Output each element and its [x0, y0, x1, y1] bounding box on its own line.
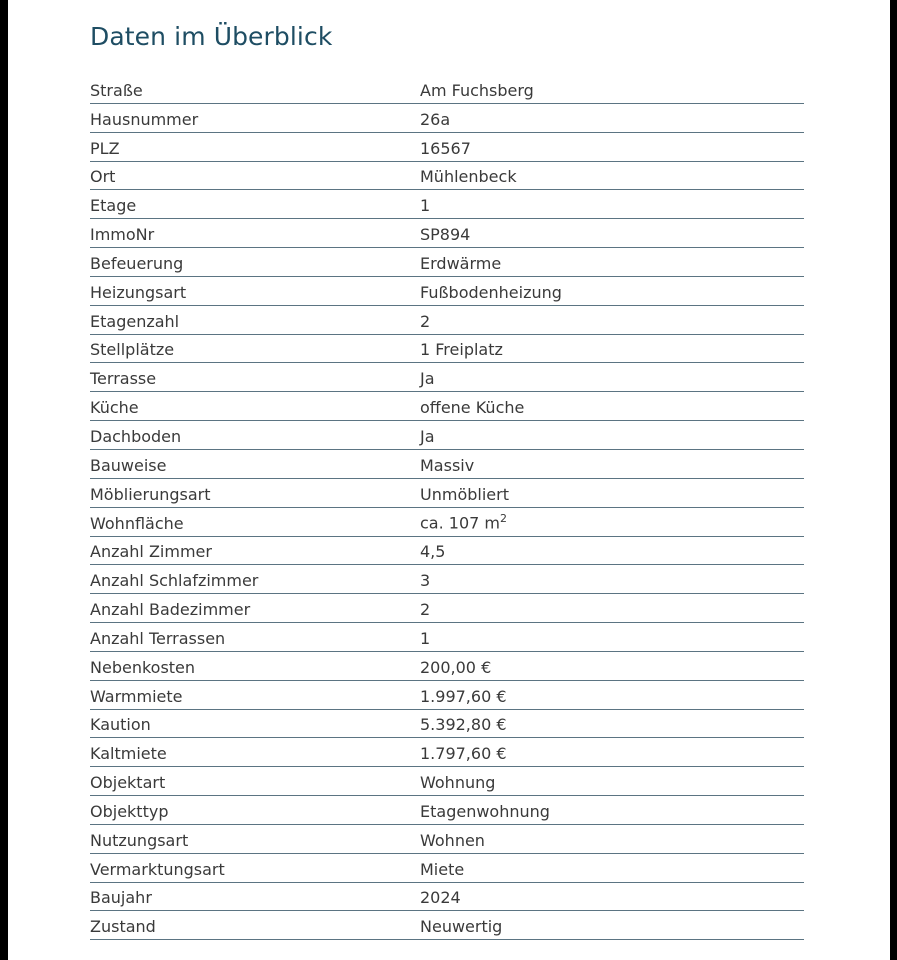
- row-value-text: Wohnung: [420, 773, 496, 793]
- table-row: [90, 883, 804, 912]
- row-value: [420, 802, 550, 821]
- table-row: [90, 738, 804, 767]
- table-row: [90, 796, 804, 825]
- row-value: [420, 888, 461, 907]
- row-value-text: Massiv: [420, 455, 475, 475]
- row-value: [420, 456, 474, 475]
- row-value-text: 5.392,80 €: [420, 715, 507, 735]
- row-value-text: 4,5: [420, 542, 446, 562]
- row-value-text: 2: [420, 600, 431, 620]
- table-row: [90, 363, 804, 392]
- row-label: Anzahl Schlafzimmer: [90, 571, 259, 591]
- row-label: Anzahl Badezimmer: [90, 600, 251, 620]
- row-label: Warmmiete: [90, 686, 183, 706]
- row-value: [420, 196, 430, 215]
- row-value: [420, 369, 435, 388]
- table-row: [90, 710, 804, 739]
- row-value: [420, 773, 495, 792]
- row-label: ImmoNr: [90, 225, 155, 245]
- row-value-text: SP894: [420, 225, 471, 245]
- table-row: [90, 854, 804, 883]
- row-label: Etage: [90, 196, 137, 216]
- row-value-text: Mühlenbeck: [420, 167, 517, 187]
- table-row: [90, 248, 804, 277]
- row-value-text: 3: [420, 571, 431, 591]
- row-label: Dachboden: [90, 426, 182, 446]
- row-value: [420, 312, 430, 331]
- page-content: [8, 0, 890, 960]
- row-value: [420, 571, 430, 590]
- row-label: Zustand: [90, 917, 156, 937]
- row-value: [420, 512, 507, 532]
- row-label: PLZ: [90, 138, 120, 158]
- table-row: [90, 335, 804, 364]
- row-value: [420, 917, 502, 936]
- table-row: [90, 911, 804, 940]
- row-label: Stellplätze: [90, 340, 175, 360]
- row-value: [420, 831, 485, 850]
- table-row: [90, 219, 804, 248]
- row-value-text: 2: [420, 311, 431, 331]
- row-label: Möblierungsart: [90, 484, 211, 504]
- table-row: [90, 825, 804, 854]
- row-label: Terrasse: [90, 369, 157, 389]
- table-row: [90, 537, 804, 566]
- row-label: Kaltmiete: [90, 744, 167, 764]
- table-row: [90, 450, 804, 479]
- row-label: Straße: [90, 80, 143, 100]
- row-value-text: ca. 107 m: [420, 513, 500, 533]
- row-value-text: 1 Freiplatz: [420, 340, 503, 360]
- row-label: Anzahl Terrassen: [90, 628, 226, 648]
- row-value-text: Etagenwohnung: [420, 801, 550, 821]
- row-label: Objektart: [90, 773, 166, 793]
- table-row: [90, 681, 804, 710]
- row-value-text: Ja: [420, 369, 435, 389]
- table-row: [90, 652, 804, 681]
- table-row: [90, 623, 804, 652]
- row-value-text: 26a: [420, 109, 451, 129]
- row-label: Baujahr: [90, 888, 152, 908]
- table-row: [90, 421, 804, 450]
- row-value: [420, 600, 430, 619]
- table-row: [90, 190, 804, 219]
- row-label: Etagenzahl: [90, 311, 180, 331]
- row-label: Nutzungsart: [90, 830, 189, 850]
- row-value-text: 1: [420, 628, 431, 648]
- row-label: Nebenkosten: [90, 657, 196, 677]
- row-label: Bauweise: [90, 455, 167, 475]
- row-value: [420, 254, 501, 273]
- row-label: Objekttyp: [90, 801, 169, 821]
- page-title: Daten im Überblick: [90, 22, 333, 51]
- row-value: [420, 658, 491, 677]
- row-value-text: Neuwertig: [420, 917, 503, 937]
- row-value: [420, 81, 534, 100]
- row-value: [420, 687, 507, 706]
- row-value: [420, 110, 450, 129]
- row-value: [420, 629, 430, 648]
- row-value-text: Unmöbliert: [420, 484, 509, 504]
- row-value-text: Miete: [420, 859, 465, 879]
- row-value: [420, 744, 507, 763]
- row-value-text: 1.997,60 €: [420, 686, 507, 706]
- row-value-text: Ja: [420, 426, 435, 446]
- table-row: [90, 162, 804, 191]
- row-value-text: Fußbodenheizung: [420, 282, 562, 302]
- table-row: [90, 75, 804, 104]
- row-value: [420, 485, 509, 504]
- row-value: [420, 860, 464, 879]
- row-value: [420, 542, 445, 561]
- row-value-text: 200,00 €: [420, 657, 492, 677]
- table-row: [90, 479, 804, 508]
- row-value: [420, 398, 524, 417]
- row-value-text: Wohnen: [420, 830, 485, 850]
- row-label: Wohnfläche: [90, 513, 184, 533]
- row-value-text: 1.797,60 €: [420, 744, 507, 764]
- table-row: [90, 594, 804, 623]
- table-row: [90, 392, 804, 421]
- row-value-text: 1: [420, 196, 431, 216]
- row-label: Vermarktungsart: [90, 859, 225, 879]
- row-value-text: offene Küche: [420, 398, 525, 418]
- table-row: [90, 767, 804, 796]
- table-row: [90, 277, 804, 306]
- row-label: Anzahl Zimmer: [90, 542, 212, 562]
- row-value-superscript: 2: [499, 512, 507, 526]
- row-value: [420, 427, 435, 446]
- details-table: [90, 75, 804, 940]
- row-value-text: 16567: [420, 138, 471, 158]
- row-value: [420, 283, 562, 302]
- row-value-text: 2024: [420, 888, 461, 908]
- row-value: [420, 167, 517, 186]
- row-label: Befeuerung: [90, 253, 184, 273]
- row-value-text: Erdwärme: [420, 253, 502, 273]
- row-value: [420, 715, 507, 734]
- row-label: Heizungsart: [90, 282, 187, 302]
- row-label: Kaution: [90, 715, 151, 735]
- row-value: [420, 340, 503, 359]
- row-label: Küche: [90, 398, 139, 418]
- row-label: Ort: [90, 167, 116, 187]
- table-row: [90, 104, 804, 133]
- row-value: [420, 139, 471, 158]
- row-value: [420, 225, 470, 244]
- row-value-text: Am Fuchsberg: [420, 80, 534, 100]
- table-row: [90, 565, 804, 594]
- row-label: Hausnummer: [90, 109, 199, 129]
- table-row: [90, 133, 804, 162]
- table-row: [90, 508, 804, 537]
- table-row: [90, 306, 804, 335]
